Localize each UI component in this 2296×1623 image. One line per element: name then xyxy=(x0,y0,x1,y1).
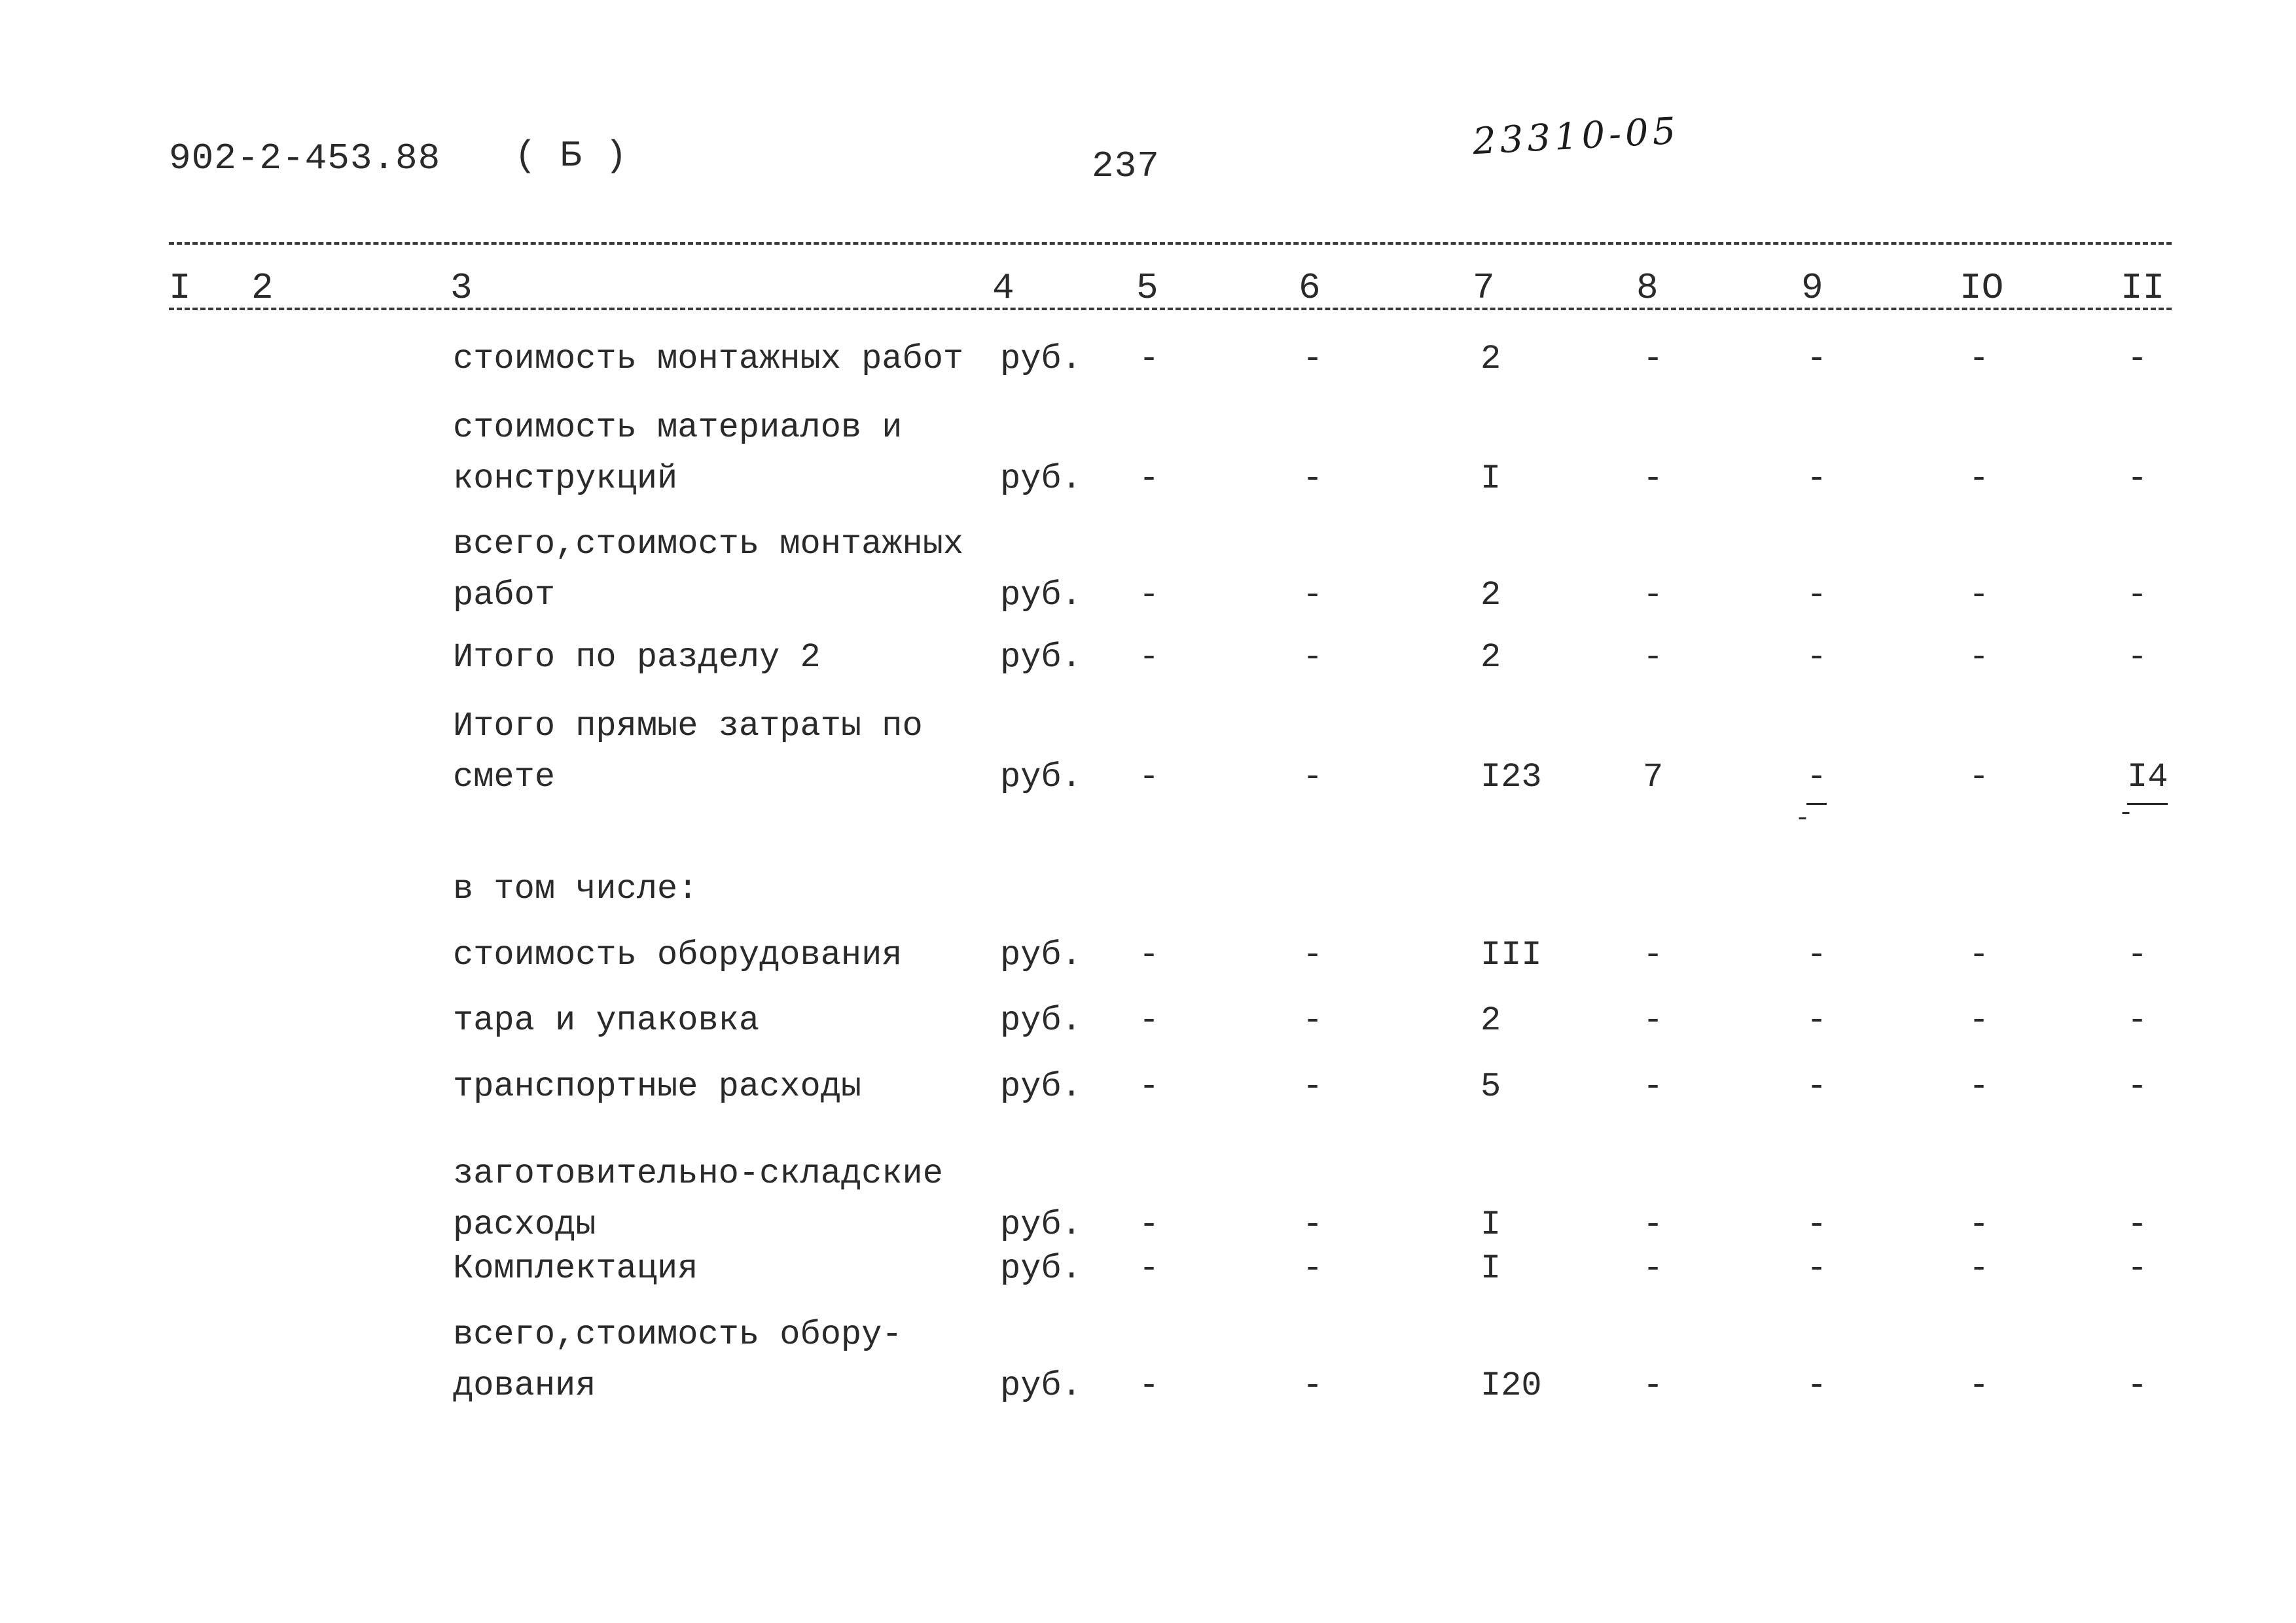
column-number-11: II xyxy=(2121,267,2165,309)
row-value-col-10: - xyxy=(1969,1067,1990,1106)
row-unit: руб. xyxy=(1000,340,1082,378)
column-number-6: 6 xyxy=(1299,267,1321,309)
row-value-col-5: - xyxy=(1139,638,1160,677)
row-value-col-11: - xyxy=(2127,1067,2148,1106)
row-value-col-8: - xyxy=(1643,1366,1664,1405)
row-value-col-8: - xyxy=(1643,1205,1664,1244)
row-value-col-8: - xyxy=(1643,1001,1664,1040)
row-value-col-5: - xyxy=(1139,1067,1160,1106)
row-value-col-8: - xyxy=(1643,340,1664,378)
row-unit: руб. xyxy=(1000,1249,1082,1288)
row-description: стоимость материалов и xyxy=(453,408,903,447)
row-description: всего,стоимость монтажных xyxy=(453,525,964,563)
row-value-col-9: - xyxy=(1806,340,1827,378)
row-value-col-9: - xyxy=(1806,936,1827,974)
row-value-col-7: III xyxy=(1480,936,1542,974)
row-unit: руб. xyxy=(1000,1366,1082,1405)
row-value-col-8: 7 xyxy=(1643,758,1664,796)
column-number-1: I xyxy=(169,267,191,309)
row-unit: руб. xyxy=(1000,1067,1082,1106)
row-value-col-7: 2 xyxy=(1480,1001,1501,1040)
column-number-10: IO xyxy=(1960,267,2004,309)
row-value-col-6: - xyxy=(1302,340,1323,378)
column-number-7: 7 xyxy=(1473,267,1495,309)
row-value-col-10: - xyxy=(1969,459,1990,498)
row-value-col-9: - xyxy=(1806,1249,1827,1288)
row-unit: руб. xyxy=(1000,576,1082,615)
row-value-col-5: - xyxy=(1139,758,1160,796)
row-value-col-5: - xyxy=(1139,1366,1160,1405)
row-value-col-9: - xyxy=(1806,576,1827,615)
row-description: стоимость оборудования xyxy=(453,936,903,974)
row-value-col-7: I20 xyxy=(1480,1366,1542,1405)
document-code: 902-2-453.88 xyxy=(169,137,441,179)
row-unit: руб. xyxy=(1000,459,1082,498)
row-value-col-6: - xyxy=(1302,1205,1323,1244)
row-value-col-6: - xyxy=(1302,1001,1323,1040)
row-value-col-6: - xyxy=(1302,638,1323,677)
row-value-col-10: - xyxy=(1969,576,1990,615)
row-value-col-7: 2 xyxy=(1480,638,1501,677)
column-number-3: 3 xyxy=(450,267,473,309)
row-value-col-11: - xyxy=(2127,576,2148,615)
row-value-col-6: - xyxy=(1302,459,1323,498)
row-value-col-6: - xyxy=(1302,1366,1323,1405)
row-description: тара и упаковка xyxy=(453,1001,760,1040)
row-unit: руб. xyxy=(1000,638,1082,677)
row-subvalue-col-9: - xyxy=(1795,804,1811,834)
row-value-col-7: 5 xyxy=(1480,1067,1501,1106)
row-value-col-11: - xyxy=(2127,340,2148,378)
column-number-9: 9 xyxy=(1801,267,1823,309)
row-description: дования xyxy=(453,1366,596,1405)
row-value-col-5: - xyxy=(1139,1249,1160,1288)
row-description: Итого прямые затраты по xyxy=(453,707,923,745)
row-unit: руб. xyxy=(1000,936,1082,974)
row-value-col-11: - xyxy=(2127,1205,2148,1244)
row-value-col-10: - xyxy=(1969,638,1990,677)
row-value-col-9: - xyxy=(1806,1067,1827,1106)
row-value-col-7: 2 xyxy=(1480,576,1501,615)
row-unit: руб. xyxy=(1000,1001,1082,1040)
row-value-col-10: - xyxy=(1969,1249,1990,1288)
row-value-col-6: - xyxy=(1302,1249,1323,1288)
row-value-col-6: - xyxy=(1302,1067,1323,1106)
row-value-col-5: - xyxy=(1139,459,1160,498)
row-description: расходы xyxy=(453,1205,596,1244)
row-value-col-8: - xyxy=(1643,936,1664,974)
row-value-col-5: - xyxy=(1139,1205,1160,1244)
row-unit: руб. xyxy=(1000,1205,1082,1244)
row-description: Итого по разделу 2 xyxy=(453,638,821,677)
row-value-col-9: - xyxy=(1806,752,1827,805)
row-value-col-9: - xyxy=(1806,1001,1827,1040)
album-label: ( Б ) xyxy=(514,135,628,177)
row-value-col-10: - xyxy=(1969,340,1990,378)
column-number-8: 8 xyxy=(1636,267,1659,309)
row-value-col-11: - xyxy=(2127,459,2148,498)
row-value-col-11: - xyxy=(2127,638,2148,677)
row-description: всего,стоимость обору- xyxy=(453,1315,903,1354)
header-separator xyxy=(169,242,2172,245)
row-value-col-11: - xyxy=(2127,1249,2148,1288)
row-value-col-9: - xyxy=(1806,1366,1827,1405)
row-value-col-11: - xyxy=(2127,1001,2148,1040)
row-value-col-9: - xyxy=(1806,459,1827,498)
row-subvalue-col-11: - xyxy=(2118,799,2134,829)
row-value-col-5: - xyxy=(1139,340,1160,378)
row-value-col-6: - xyxy=(1302,576,1323,615)
row-value-col-9: - xyxy=(1806,1205,1827,1244)
row-value-col-10: - xyxy=(1969,1205,1990,1244)
row-description: в том числе: xyxy=(453,870,698,908)
row-value-col-10: - xyxy=(1969,936,1990,974)
row-description: работ xyxy=(453,576,556,615)
row-value-col-8: - xyxy=(1643,1067,1664,1106)
row-unit: руб. xyxy=(1000,758,1082,796)
row-value-col-5: - xyxy=(1139,1001,1160,1040)
row-value-col-8: - xyxy=(1643,459,1664,498)
column-number-2: 2 xyxy=(251,267,274,309)
row-value-col-9: - xyxy=(1806,638,1827,677)
row-value-col-7: 2 xyxy=(1480,340,1501,378)
row-description: заготовительно-складские xyxy=(453,1154,943,1193)
row-description: стоимость монтажных работ xyxy=(453,340,964,378)
row-description: конструкций xyxy=(453,459,678,498)
row-value-col-11: - xyxy=(2127,936,2148,974)
row-value-col-5: - xyxy=(1139,936,1160,974)
row-value-col-8: - xyxy=(1643,576,1664,615)
row-value-col-10: - xyxy=(1969,1366,1990,1405)
row-value-col-7: I xyxy=(1480,1249,1501,1288)
row-description: смете xyxy=(453,758,556,796)
row-value-col-8: - xyxy=(1643,638,1664,677)
column-number-4: 4 xyxy=(992,267,1014,309)
row-value-col-11: I4 xyxy=(2127,752,2168,805)
row-value-col-7: I23 xyxy=(1480,758,1542,796)
row-value-col-10: - xyxy=(1969,1001,1990,1040)
row-value-col-6: - xyxy=(1302,758,1323,796)
row-value-col-6: - xyxy=(1302,936,1323,974)
column-number-5: 5 xyxy=(1136,267,1158,309)
row-value-col-8: - xyxy=(1643,1249,1664,1288)
page-number: 237 xyxy=(1092,145,1160,187)
inventory-number: 23310-05 xyxy=(1471,109,1681,164)
row-value-col-11: - xyxy=(2127,1366,2148,1405)
row-value-col-7: I xyxy=(1480,459,1501,498)
row-description: транспортные расходы xyxy=(453,1067,862,1106)
row-value-col-10: - xyxy=(1969,758,1990,796)
row-description: Комплектация xyxy=(453,1249,698,1288)
row-value-col-5: - xyxy=(1139,576,1160,615)
row-value-col-7: I xyxy=(1480,1205,1501,1244)
column-number-underline xyxy=(169,308,2172,310)
